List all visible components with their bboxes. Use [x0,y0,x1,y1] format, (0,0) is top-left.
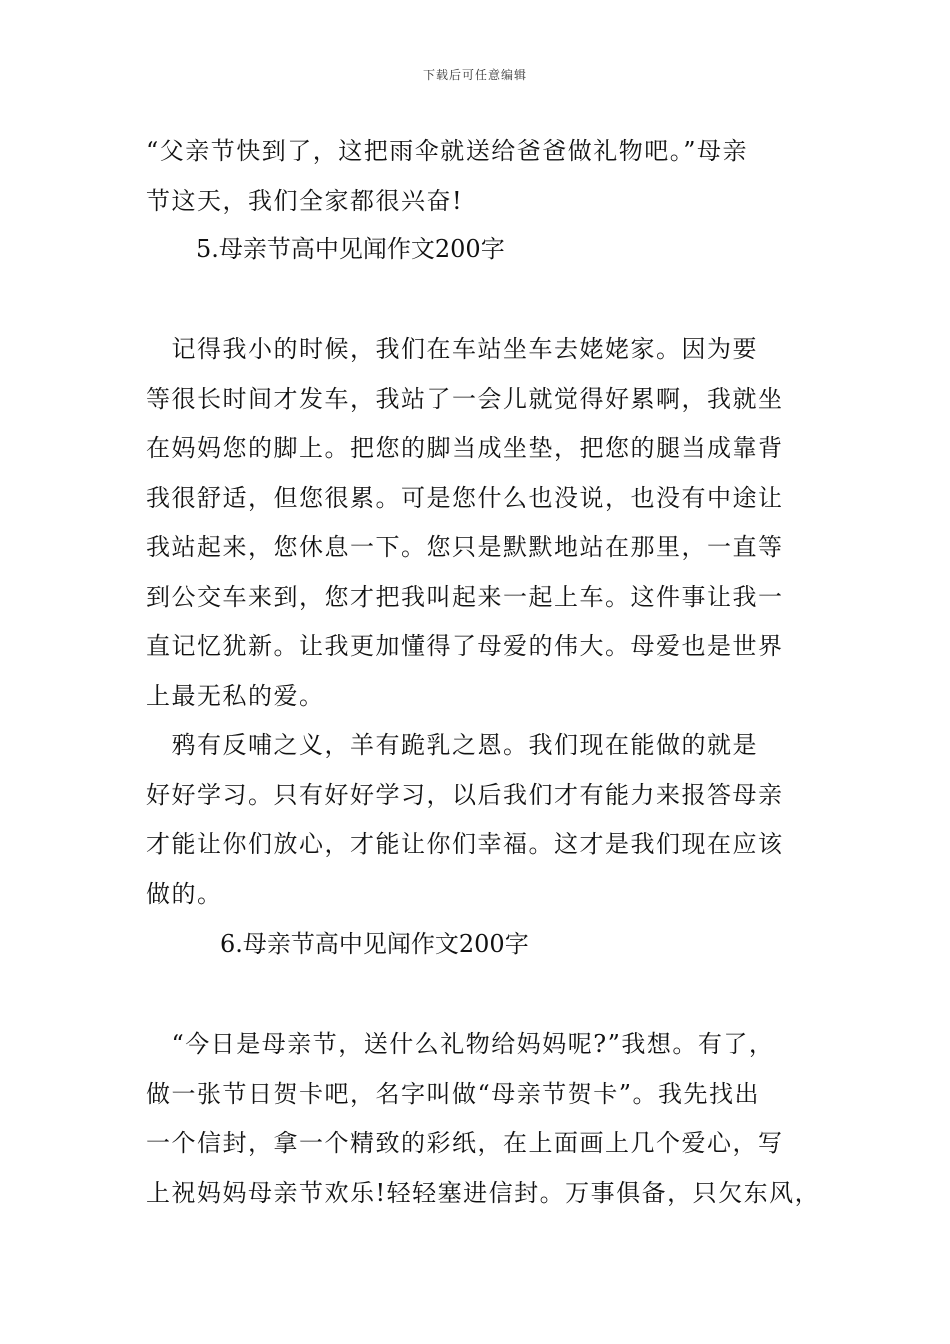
text-line: 直记忆犹新。让我更加懂得了母爱的伟大。母爱也是世界 [146,632,784,660]
text-line: 做的。 [146,879,223,908]
text-line: 鸦有反哺之义，羊有跪乳之恩。我们现在能做的就是 [146,731,758,759]
text-line: 上祝妈妈母亲节欢乐!轻轻塞进信封。万事俱备，只欠东风， [146,1178,821,1207]
text-line: “今日是母亲节，送什么礼物给妈妈呢?”我想。有了， [146,1030,775,1058]
text-line: 等很长时间才发车，我站了一会儿就觉得好累啊，我就坐 [146,384,784,413]
text-line: 好好学习。只有好好学习，以后我们才有能力来报答母亲 [146,780,784,809]
text-line: 记得我小的时候，我们在车站坐车去姥姥家。因为要 [146,335,758,363]
text-line: 我很舒适，但您很累。可是您什么也没说，也没有中途让 [146,483,784,512]
section-heading-6: 6.母亲节高中见闻作文200字 [220,930,529,958]
text-line: 在妈妈您的脚上。把您的脚当成坐垫，把您的腿当成靠背 [146,434,784,462]
paragraph-memory [146,325,814,721]
paragraph-card [146,1020,821,1218]
page-header: 下载后可任意编辑 [422,68,527,82]
text-line: “父亲节快到了，这把雨伞就送给爸爸做礼物吧。”母亲 [146,137,749,165]
text-line: 做一张节日贺卡吧，名字叫做“母亲节贺卡”。我先找出 [146,1079,761,1108]
text-line: 我站起来，您休息一下。您只是默默地站在那里，一直等 [146,533,784,561]
text-line: 一个信封，拿一个精致的彩纸，在上面画上几个爱心，写 [146,1129,784,1157]
text-line: 到公交车来到，您才把我叫起来一起上车。这件事让我一 [146,582,784,611]
text-line: 上最无私的爱。 [146,681,325,710]
paragraph-intro [146,127,814,226]
text-line: 才能让你们放心，才能让你们幸福。这才是我们现在应该 [146,830,784,858]
text-line: 节这天，我们全家都很兴奋! [146,186,464,215]
paragraph-gratitude [146,721,814,919]
section-heading-5: 5.母亲节高中见闻作文200字 [196,235,505,263]
